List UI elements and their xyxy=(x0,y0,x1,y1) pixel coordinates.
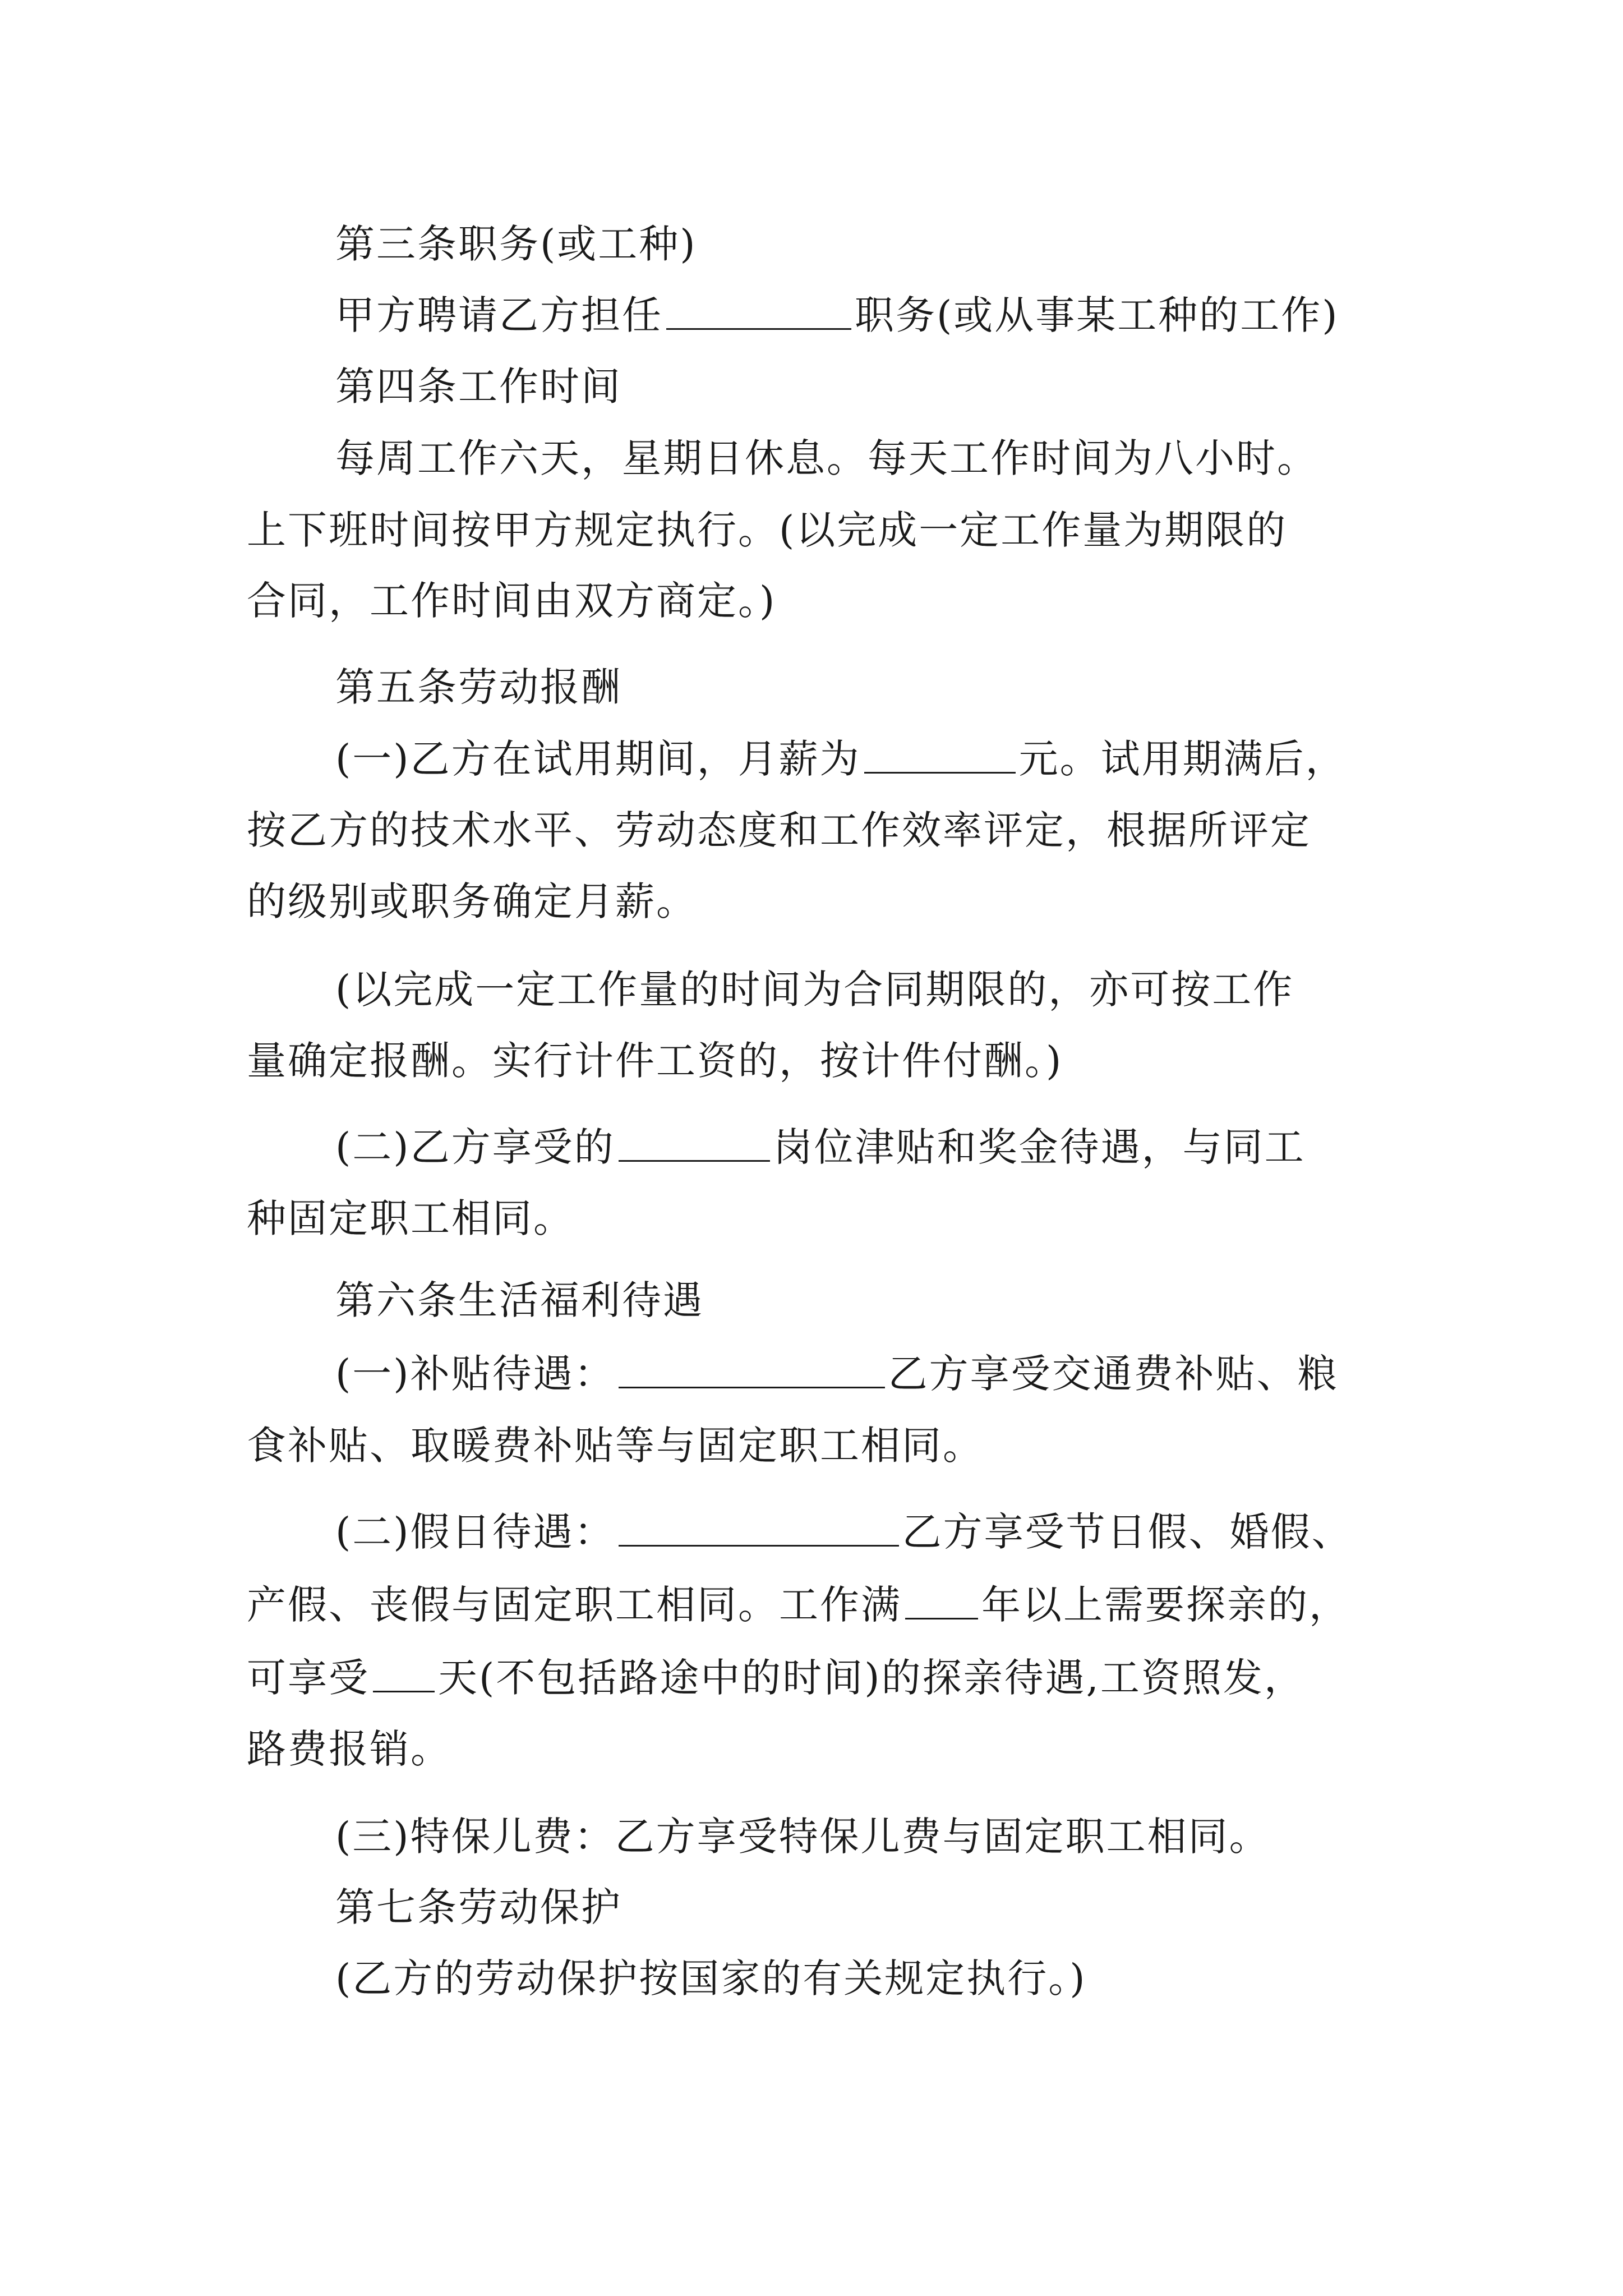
text: 天(不包括路途中的时间)的探亲待遇,工资照发， xyxy=(438,1655,1305,1701)
text: 量确定报酬。实行计件工资的，按计件付酬。) xyxy=(247,1038,1063,1084)
text: 第七条劳动保护 xyxy=(335,1884,622,1930)
article-5-heading xyxy=(335,654,1391,721)
text: 乙方享受节日假、婚假、 xyxy=(902,1509,1353,1555)
text: (乙方的劳动保护按国家的有关规定执行。) xyxy=(335,1955,1087,2001)
text: 第四条工作时间 xyxy=(335,364,622,409)
text: (二)乙方享受的 xyxy=(335,1124,615,1170)
article-6-item-2-line-2 xyxy=(247,1571,1391,1639)
text: 第六条生活福利待遇 xyxy=(335,1277,704,1323)
text: 年以上需要探亲的， xyxy=(981,1582,1350,1628)
text: 食补贴、取暖费补贴等与固定职工相同。 xyxy=(247,1423,984,1469)
article-5-note-line-2 xyxy=(247,1027,1391,1094)
text: 可享受 xyxy=(247,1655,370,1701)
text: 第三条职务(或工种) xyxy=(335,221,697,267)
article-4-body-line-2 xyxy=(247,496,1391,564)
text: 职务(或从事某工种的工作) xyxy=(855,292,1339,338)
fill-blank-allowance[interactable] xyxy=(619,1160,770,1162)
article-5-note-line-1 xyxy=(335,956,1391,1023)
text: (一)乙方在试用期间，月薪为 xyxy=(335,736,861,782)
article-6-item-2-line-3 xyxy=(247,1644,1391,1711)
text: 产假、丧假与固定职工相同。工作满 xyxy=(247,1582,902,1628)
text: 种固定职工相同。 xyxy=(247,1195,574,1241)
article-6-item-2-line-1 xyxy=(335,1498,1391,1566)
fill-blank-years[interactable] xyxy=(905,1618,978,1619)
article-6-heading xyxy=(335,1267,1391,1334)
article-4-heading xyxy=(335,353,1391,420)
text: (三)特保儿费：乙方享受特保儿费与固定职工相同。 xyxy=(335,1814,1270,1860)
article-6-item-1-line-2 xyxy=(247,1412,1391,1479)
text: 的级别或职务确定月薪。 xyxy=(247,878,697,924)
text: 合同，工作时间由双方商定。) xyxy=(247,578,777,624)
text: 路费报销。 xyxy=(247,1726,451,1772)
fill-blank-days[interactable] xyxy=(373,1691,435,1692)
article-3-body xyxy=(335,282,1391,349)
article-4-body-line-3 xyxy=(247,567,1391,634)
article-6-item-1-line-1 xyxy=(335,1340,1391,1407)
fill-blank-subsidy[interactable] xyxy=(619,1387,885,1388)
text: 岗位津贴和奖金待遇，与同工 xyxy=(773,1124,1306,1170)
fill-blank-holiday[interactable] xyxy=(619,1545,899,1547)
text: 第五条劳动报酬 xyxy=(335,664,622,710)
text: (二)假日待遇： xyxy=(335,1509,615,1555)
fill-blank-salary[interactable] xyxy=(864,772,1016,774)
article-3-heading xyxy=(335,210,1391,278)
article-6-item-3 xyxy=(335,1803,1391,1870)
article-5-item-2-line-2 xyxy=(247,1185,1391,1252)
text: 乙方享受交通费补贴、粮 xyxy=(888,1351,1339,1397)
text: 元。试用期满后， xyxy=(1018,736,1347,782)
text: (一)补贴待遇： xyxy=(335,1351,615,1397)
article-6-item-2-line-4 xyxy=(247,1715,1391,1783)
text: (以完成一定工作量的时间为合同期限的，亦可按工作 xyxy=(335,967,1294,1013)
article-5-item-1-line-3 xyxy=(247,868,1391,935)
article-5-item-1-line-2 xyxy=(247,797,1391,864)
text: 每周工作六天，星期日休息。每天工作时间为八小时。 xyxy=(335,435,1318,481)
fill-blank-position[interactable] xyxy=(666,328,851,330)
article-7-heading xyxy=(335,1874,1391,1941)
text: 按乙方的技术水平、劳动态度和工作效率评定，根据所评定 xyxy=(247,807,1311,853)
article-5-item-2-line-1 xyxy=(335,1114,1391,1181)
text: 甲方聘请乙方担任 xyxy=(335,292,663,338)
article-7-body xyxy=(335,1945,1391,2012)
article-4-body-line-1 xyxy=(335,425,1391,492)
text: 上下班时间按甲方规定执行。(以完成一定工作量为期限的 xyxy=(247,507,1288,553)
article-5-item-1-line-1 xyxy=(335,725,1391,793)
